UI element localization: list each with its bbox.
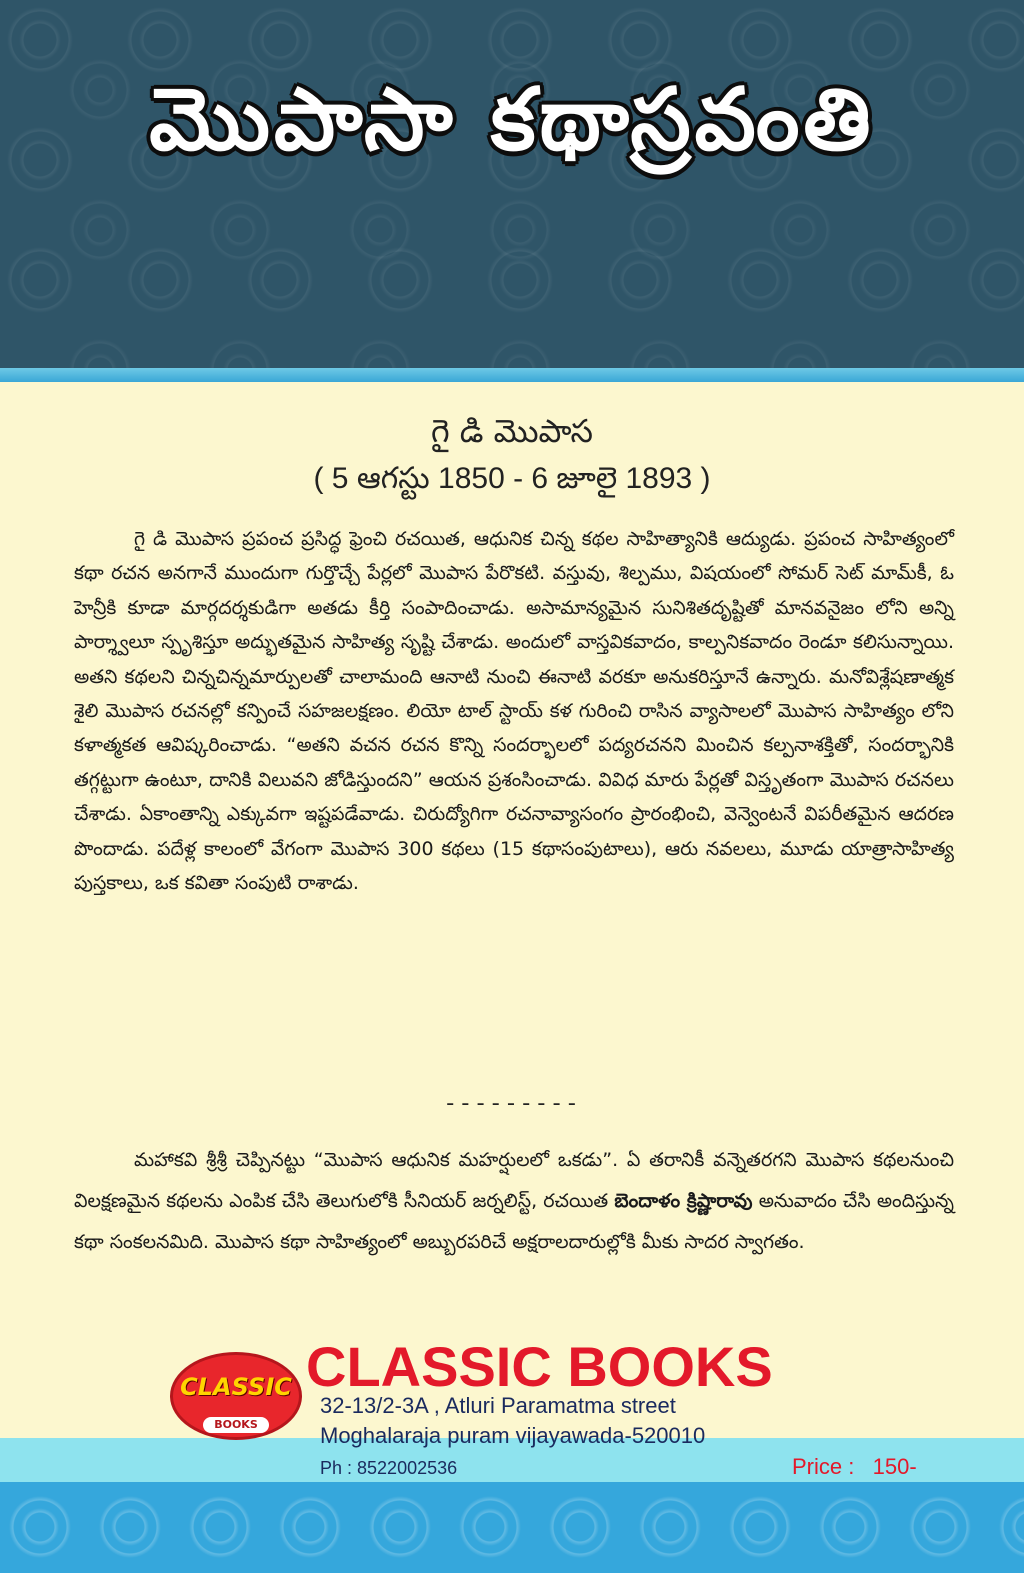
top-blue-stripe: [0, 368, 1024, 382]
logo-subtext: BOOKS: [203, 1417, 269, 1433]
publisher-phone: Ph : 8522002536: [320, 1458, 458, 1478]
intro-text-start: మహాకవి శ్రీశ్రీ చెప్పినట్టు “మొపాస ఆధునిక మహర్షులలో ఒకడు”. ఏ తరానికీ వన్నెతరగని మొపాస కథలనుంచి విలక్షణమైన కథలను ఎంపిక చేసి తెలుగులోకి సీనియర్ జర్నలిస్ట్, రచయిత: [74, 1149, 954, 1212]
publisher-name: CLASSIC BOOKS: [306, 1335, 773, 1398]
author-dates: ( 5 ఆగస్టు 1850 - 6 జూలై 1893 ): [313, 462, 711, 495]
publisher-address: 32-13/2-3A , Atluri Paramatma street: [320, 1393, 676, 1418]
logo-text: CLASSIC: [180, 1373, 292, 1401]
translator-name: బెందాళం క్రిష్ణారావు: [614, 1190, 753, 1212]
section-divider: ---------: [443, 1092, 581, 1117]
book-introduction: [74, 1140, 954, 1263]
publisher-logo: [170, 1352, 302, 1440]
footer-pattern-band: [0, 1482, 1024, 1573]
book-title: మొపాసా కథాస్రవంతి: [149, 70, 875, 170]
intro-text-end: అనువాదం చేసి అందిస్తున్న కథా సంకలనమిది. మొపాస కథా సాహిత్యంలో అబ్బురపరిచే అక్షరాలదారుల్లోకి మీకు సాదర స్వాగతం.: [74, 1190, 954, 1253]
author-name: గై డి మొపాస: [430, 412, 594, 450]
author-biography: గై డి మొపాస ప్రపంచ ప్రసిద్ధ ఫ్రెంచి రచయిత, ఆధునిక చిన్న కథల సాహిత్యానికి ఆద్యుడు. ప్రపంచ సాహిత్యంలో కథా రచన అనగానే ముందుగా గుర్తొచ్చే పేర్లలో మొపాస పేరొకటి. వస్తువు, శిల్పము, విషయంలో సోమర్ సెట్ మామ్‌కీ, ఓ హెన్రీకి కూడా మార్గదర్శకుడిగా అతడు కీర్తి సంపాదించాడు. అసామాన్యమైన సునిశితదృష్టితో మానవనైజం లోని అన్ని పార్శ్వాలూ స్పృశిస్తూ అద్భుతమైన సాహిత్య సృష్టి చేశాడు. అందులో వాస్తవికవాదం, కాల్పనికవాదం రెండూ కలిసున్నాయి. అతని కథలని చిన్నచిన్నమార్పులతో చాలామంది ఆనాటి నుంచి ఈనాటి వరకూ అనుకరిస్తూనే ఉన్నారు. మనోవిశ్లేషణాత్మక శైలి మొపాస రచనల్లో కన్పించే సహజలక్షణం. లియో టాల్ స్టాయ్ కళ గురించి రాసిన వ్యాసాలలో మొపాస సాహిత్యం లోని కళాత్మకత ఆవిష్కరించాడు. “అతని వచన రచన కొన్ని సందర్భాలలో పద్యరచనని మించిన కల్పనాశక్తితో, సందర్భానికి తగ్గట్టుగా ఉంటూ, దానికి విలువని జోడిస్తుందని” ఆయన ప్రశంసించాడు. వివిధ మారు పేర్లతో విస్తృతంగా మొపాస రచనలు చేశాడు. ఏకాంతాన్ని ఎక్కువగా ఇష్టపడేవాడు. చిరుద్యోగిగా రచనావ్యాసంగం ప్రారంభించి, వెన్వెంటనే విపరీతమైన ఆదరణ పొందాడు. పదేళ్ల కాలంలో వేగంగా మొపాస 300 కథలు (15 కథాసంపుటాలు), ఆరు నవలలు, మూడు యాత్రాసాహిత్య పుస్తకాలు, ఒక కవితా సంపుటి రాశాడు.: [74, 528, 954, 895]
book-price: Price : 150-: [792, 1454, 917, 1479]
publisher-city: Moghalaraja puram vijayawada-520010: [320, 1423, 706, 1448]
